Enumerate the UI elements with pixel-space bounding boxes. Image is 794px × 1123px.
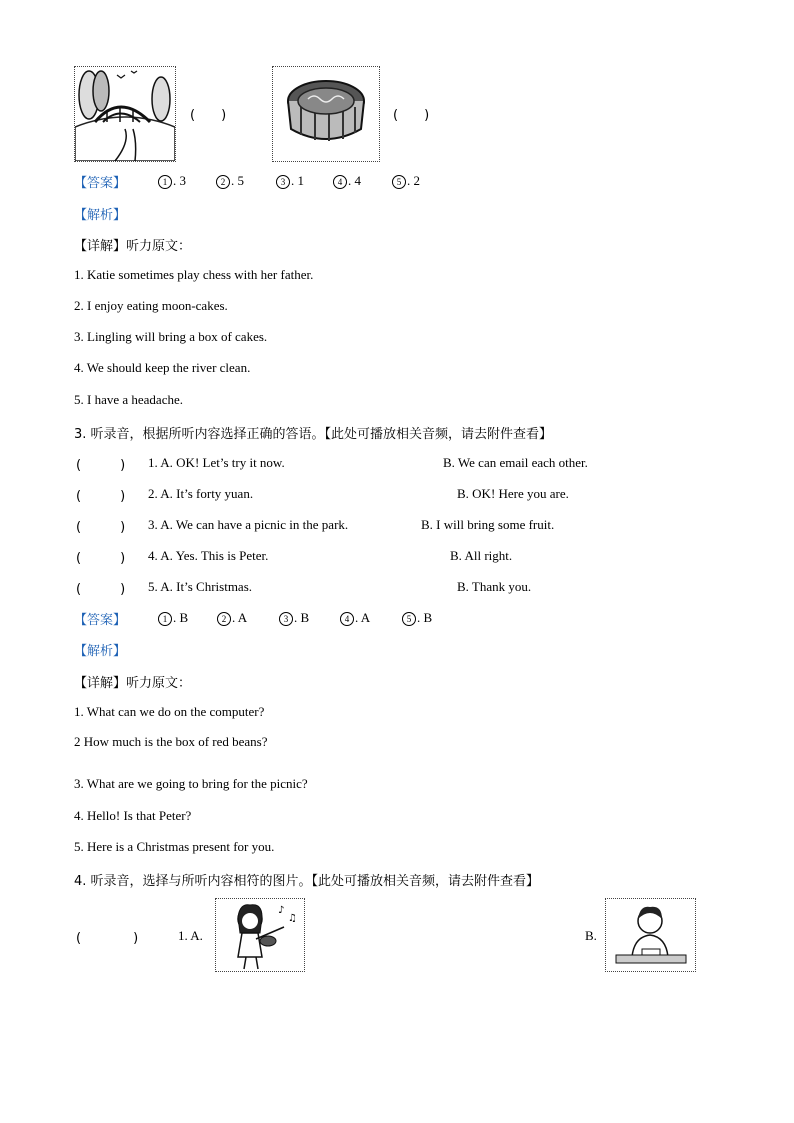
answer-paren[interactable]: ( ) — [76, 931, 139, 946]
transcript-line: 4. We should keep the river clean. — [74, 360, 251, 375]
option-b: B. We can email each other. — [443, 455, 588, 470]
transcript-line: 3. Lingling will bring a box of cakes. — [74, 329, 268, 344]
answer-item: 4 . A — [340, 610, 370, 626]
answer-paren[interactable]: ( ) — [190, 108, 227, 123]
answer-item: 2 . 5 — [216, 173, 244, 189]
answer-item: 1 . 3 — [158, 173, 186, 189]
option-a: 2. A. It’s forty yuan. — [148, 486, 254, 501]
answer-item: 2 . A — [217, 610, 247, 626]
answer-paren[interactable]: ( ) — [76, 551, 126, 566]
mooncake-image — [272, 66, 380, 162]
detail-heading: 【详解】听力原文： — [74, 676, 192, 691]
detail-heading: 【详解】听力原文： — [74, 239, 192, 254]
section-4-title: 4. 听录音，选择与所听内容相符的图片。【此处可播放相关音频，请去附件查看】 — [74, 874, 540, 889]
option-b: B. I will bring some fruit. — [421, 517, 555, 532]
answer-tag: 【答案】 — [74, 176, 127, 191]
transcript-line: 3. What are we going to bring for the picnic? — [74, 776, 308, 791]
svg-text:♪: ♪ — [278, 905, 285, 916]
answer-paren[interactable]: ( ) — [76, 458, 126, 473]
option-a: 4. A. Yes. This is Peter. — [148, 548, 269, 563]
answer-paren[interactable]: ( ) — [393, 108, 430, 123]
transcript-line: 5. Here is a Christmas present for you. — [74, 839, 275, 854]
answer-item: 1 . B — [158, 610, 188, 626]
transcript-line: 1. What can we do on the computer? — [74, 704, 265, 719]
girl-violin-image[interactable] — [215, 898, 305, 972]
answer-item: 5 . 2 — [392, 173, 420, 189]
transcript-line: 5. I have a headache. — [74, 392, 183, 407]
option-label-a: 1. A. — [178, 928, 203, 943]
answer-item: 3 . 1 — [276, 173, 304, 189]
answer-paren[interactable]: ( ) — [76, 489, 126, 504]
option-a: 3. A. We can have a picnic in the park. — [148, 517, 349, 532]
answer-item: 5 . B — [402, 610, 432, 626]
svg-text:♫: ♫ — [288, 913, 297, 924]
answer-item: 4 . 4 — [333, 173, 361, 189]
answer-tag: 【答案】 — [74, 613, 127, 628]
bridge-scene-image — [74, 66, 176, 162]
answer-item: 3 . B — [279, 610, 309, 626]
option-label-b: B. — [585, 928, 597, 943]
transcript-line: 1. Katie sometimes play chess with her father. — [74, 267, 314, 282]
transcript-line: 2 How much is the box of red beans? — [74, 734, 268, 749]
analysis-tag: 【解析】 — [74, 208, 127, 223]
analysis-tag: 【解析】 — [74, 644, 127, 659]
answer-paren[interactable]: ( ) — [76, 582, 126, 597]
transcript-line: 2. I enjoy eating moon-cakes. — [74, 298, 228, 313]
option-b: B. OK! Here you are. — [457, 486, 569, 501]
answer-paren[interactable]: ( ) — [76, 520, 126, 535]
option-b: B. All right. — [450, 548, 513, 563]
option-a: 5. A. It’s Christmas. — [148, 579, 253, 594]
option-b: B. Thank you. — [457, 579, 532, 594]
transcript-line: 4. Hello! Is that Peter? — [74, 808, 192, 823]
option-a: 1. A. OK! Let’s try it now. — [148, 455, 285, 470]
section-3-title: 3. 听录音，根据所听内容选择正确的答语。【此处可播放相关音频，请去附件查看】 — [74, 427, 553, 442]
boy-writing-image[interactable] — [605, 898, 696, 972]
